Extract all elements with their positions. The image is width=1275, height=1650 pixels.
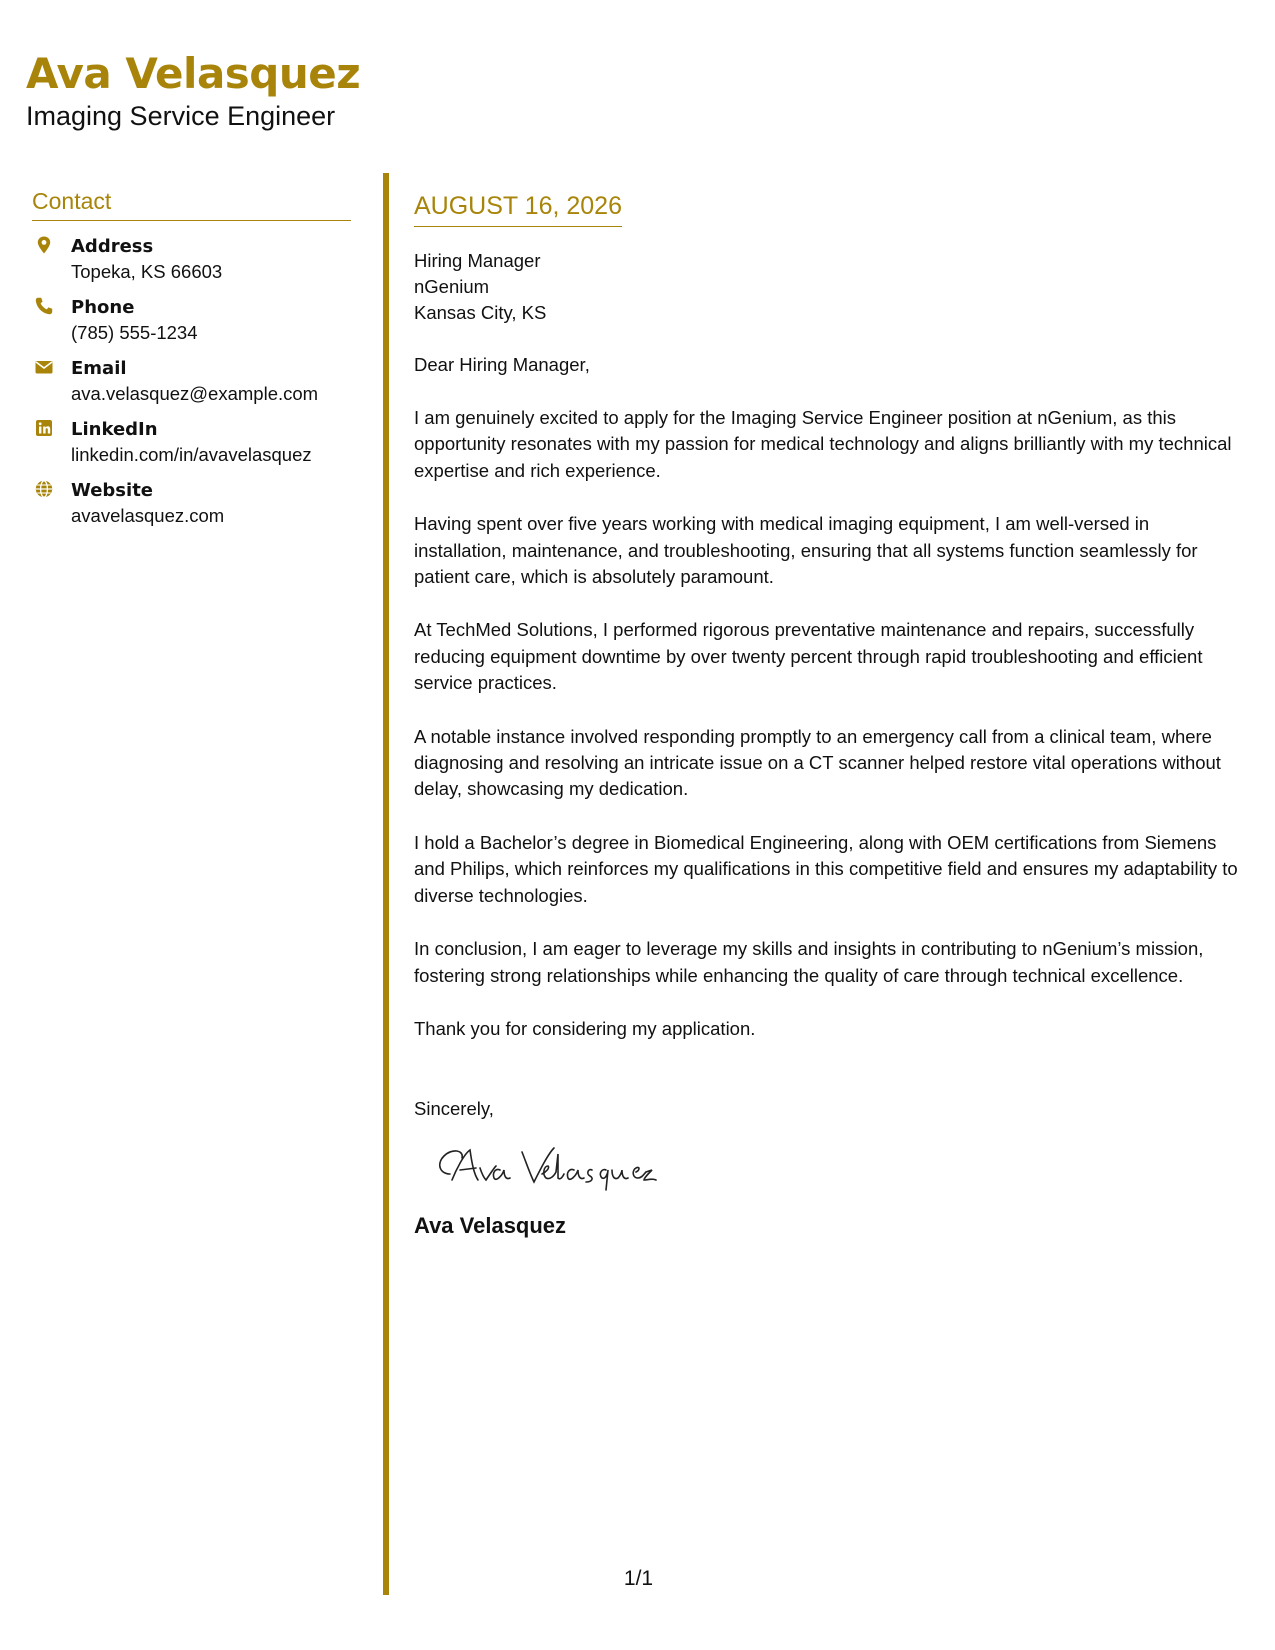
body-paragraph: I hold a Bachelor’s degree in Biomedical Engineering, along with OEM certifications from Siemens and Philips, which reinforces my qualifications in this competitive field and ensures my adaptability to diverse technologies. xyxy=(414,831,1238,906)
contact-sidebar xyxy=(32,188,351,540)
body-paragraph: Having spent over five years working with medical imaging equipment, I am well-versed in installation, maintenance, and troubleshooting, ensuring that all systems function seamlessly for patient care, which is absolutely paramount. xyxy=(414,513,1198,588)
signed-name: Ava Velasquez xyxy=(414,1213,567,1239)
recipient-line: Kansas City, KS xyxy=(414,302,547,323)
vertical-divider xyxy=(383,173,389,1595)
email-label: Email xyxy=(71,358,127,379)
applicant-name: Ava Velasquez xyxy=(26,49,361,98)
envelope-icon xyxy=(34,357,54,377)
closing: Sincerely, xyxy=(414,1098,494,1120)
handwritten-signature xyxy=(430,1140,660,1196)
contact-item-phone xyxy=(32,296,351,345)
linkedin-value[interactable]: linkedin.com/in/avavelasquez xyxy=(71,444,312,465)
contact-item-website xyxy=(32,479,351,528)
phone-label: Phone xyxy=(71,297,135,318)
phone-value: (785) 555-1234 xyxy=(71,322,198,343)
address-label: Address xyxy=(71,236,154,257)
recipient-line: Hiring Manager xyxy=(414,250,541,271)
globe-icon xyxy=(34,479,54,499)
contact-item-email xyxy=(32,357,351,406)
page-number xyxy=(0,1567,1275,1591)
map-pin-icon xyxy=(34,235,54,255)
page-number-text: 1/1 xyxy=(623,1567,654,1590)
body-paragraph: At TechMed Solutions, I performed rigorous preventative maintenance and repairs, successfully reducing equipment downtime by over twenty percent through rapid troubleshooting and efficient service practices. xyxy=(414,619,1203,694)
body-paragraph: I am genuinely excited to apply for the Imaging Service Engineer position at nGenium, as this opportunity resonates with my passion for medical technology and aligns brilliantly with my technical expertise and rich experience. xyxy=(414,407,1232,481)
website-label: Website xyxy=(71,480,154,501)
email-value[interactable]: ava.velasquez@example.com xyxy=(71,383,319,404)
job-title: Imaging Service Engineer xyxy=(26,101,336,131)
contact-item-address xyxy=(32,235,351,284)
header xyxy=(26,48,360,132)
address-value: Topeka, KS 66603 xyxy=(71,261,223,282)
recipient-line: nGenium xyxy=(414,276,490,297)
recipient-block xyxy=(414,248,1244,326)
body-paragraph: Thank you for considering my application. xyxy=(414,1017,756,1039)
linkedin-label: LinkedIn xyxy=(71,419,158,440)
body-paragraph: A notable instance involved responding promptly to an emergency call from a clinical team, where diagnosing and resolving an intricate issue on a CT scanner helped restore vital operations without delay, showcasing my dedication. xyxy=(414,725,1221,800)
phone-icon xyxy=(34,296,54,316)
contact-heading: Contact xyxy=(32,188,351,221)
greeting: Dear Hiring Manager, xyxy=(414,354,590,375)
letter-body xyxy=(414,190,1244,1240)
body-paragraph: In conclusion, I am eager to leverage my skills and insights in contributing to nGenium’s mission, fostering strong relationships while enhancing the quality of care through technical excellence. xyxy=(414,938,1204,986)
letter-date: AUGUST 16, 2026 xyxy=(414,190,622,227)
contact-item-linkedin xyxy=(32,418,351,467)
linkedin-icon xyxy=(34,418,54,438)
website-value[interactable]: avavelasquez.com xyxy=(71,505,225,526)
